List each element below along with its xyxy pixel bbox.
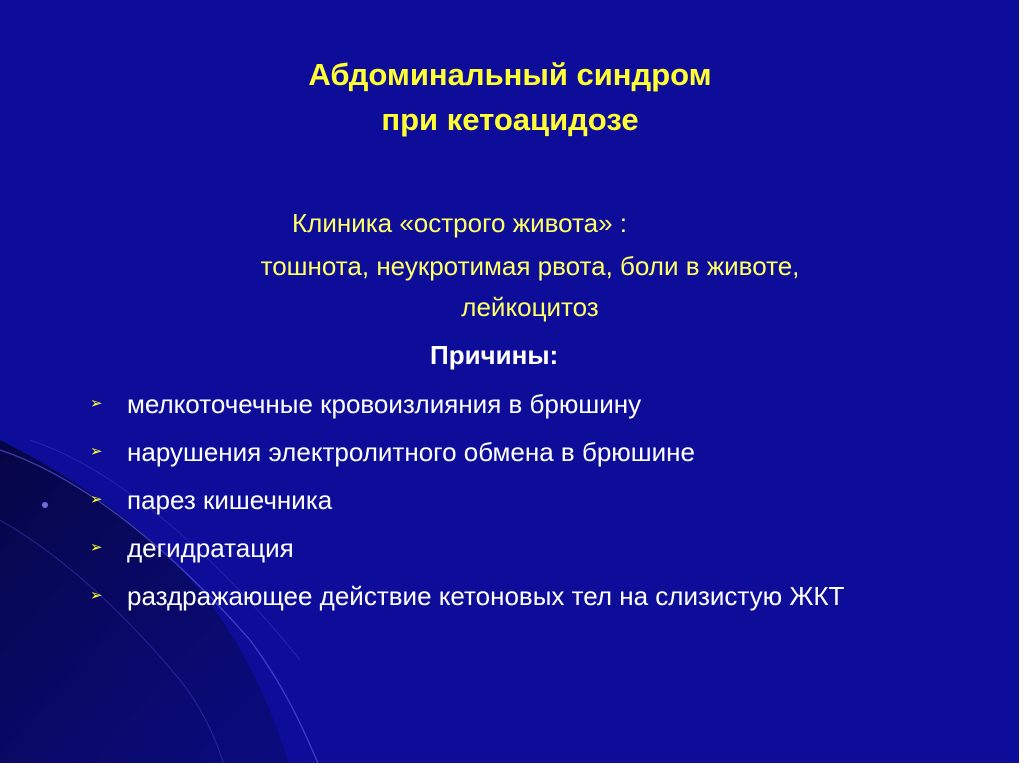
- slide-border-right: [1019, 0, 1024, 768]
- clinic-description: [150, 246, 910, 328]
- arrow-bullet-icon: ➢: [90, 539, 103, 556]
- arrow-bullet-icon: ➢: [90, 395, 103, 412]
- clinic-heading: Клиника «острого живота» :: [292, 208, 628, 238]
- list-item: [85, 576, 945, 616]
- cause-text: раздражающее действие кетоновых тел на слизистую ЖКТ: [127, 581, 845, 611]
- slide-title-line-1: Абдоминальный синдром: [308, 57, 712, 92]
- list-item: [85, 432, 945, 472]
- list-item: [85, 528, 945, 568]
- cause-text: нарушения электролитного обмена в брюшине: [127, 437, 696, 467]
- arrow-bullet-icon: ➢: [90, 491, 103, 508]
- clinic-line-1: тошнота, неукротимая рвота, боли в животе,: [260, 251, 800, 281]
- arrow-bullet-icon: ➢: [90, 443, 103, 460]
- slide-border-bottom: [0, 763, 1024, 768]
- list-item: [85, 480, 945, 520]
- clinic-line-2: лейкоцитоз: [461, 292, 599, 322]
- list-item: [85, 384, 945, 424]
- slide-title: [150, 52, 870, 142]
- slide-title-line-2: при кетоацидозе: [381, 102, 639, 137]
- causes-heading: Причины:: [430, 340, 559, 370]
- cause-text: парез кишечника: [127, 485, 333, 515]
- causes-list: [85, 384, 945, 624]
- cause-text: мелкоточечные кровоизлияния в брюшину: [127, 389, 642, 419]
- arrow-bullet-icon: ➢: [90, 587, 103, 604]
- decor-glow-dot: [42, 502, 48, 508]
- cause-text: дегидратация: [127, 533, 294, 563]
